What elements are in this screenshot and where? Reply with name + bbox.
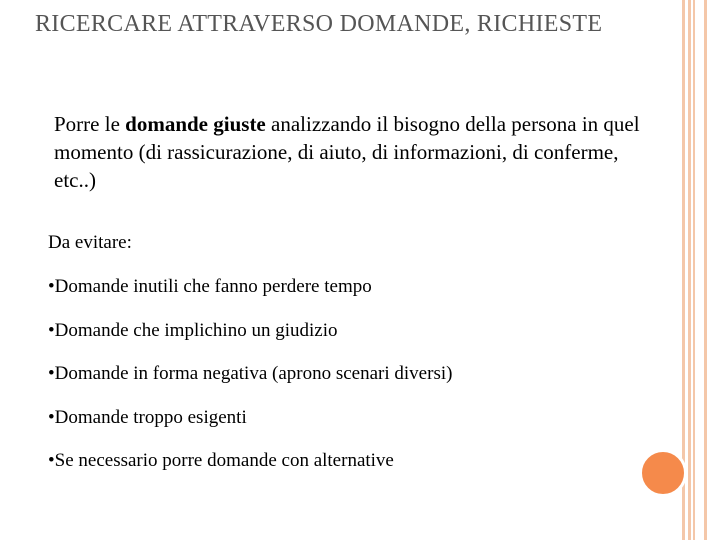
intro-text-end: analizzando il bisogno della persona in quel momento (di rassicurazione, di aiuto, di informazioni, di conferme, etc..) [54,112,640,192]
avoid-item: •Se necessario porre domande con alternative [48,450,394,471]
decorative-vertical-line [693,0,695,540]
avoid-item: •Domande in forma negativa (aprono scenari diversi) [48,363,453,384]
decorative-circle [639,449,687,497]
avoid-item: •Domande inutili che fanno perdere tempo [48,276,372,297]
avoid-heading: Da evitare: [48,232,132,253]
avoid-item: •Domande che implichino un giudizio [48,319,338,341]
intro-text-bold: domande giuste [125,112,266,136]
decorative-vertical-line [704,0,707,540]
slide-title: RICERCARE ATTRAVERSO DOMANDE, RICHIESTE [35,11,603,37]
intro-paragraph [54,110,654,194]
intro-text-start: Porre le [54,112,126,136]
decorative-vertical-line [688,0,691,540]
avoid-list [48,275,452,493]
avoid-item: •Domande troppo esigenti [48,406,247,428]
